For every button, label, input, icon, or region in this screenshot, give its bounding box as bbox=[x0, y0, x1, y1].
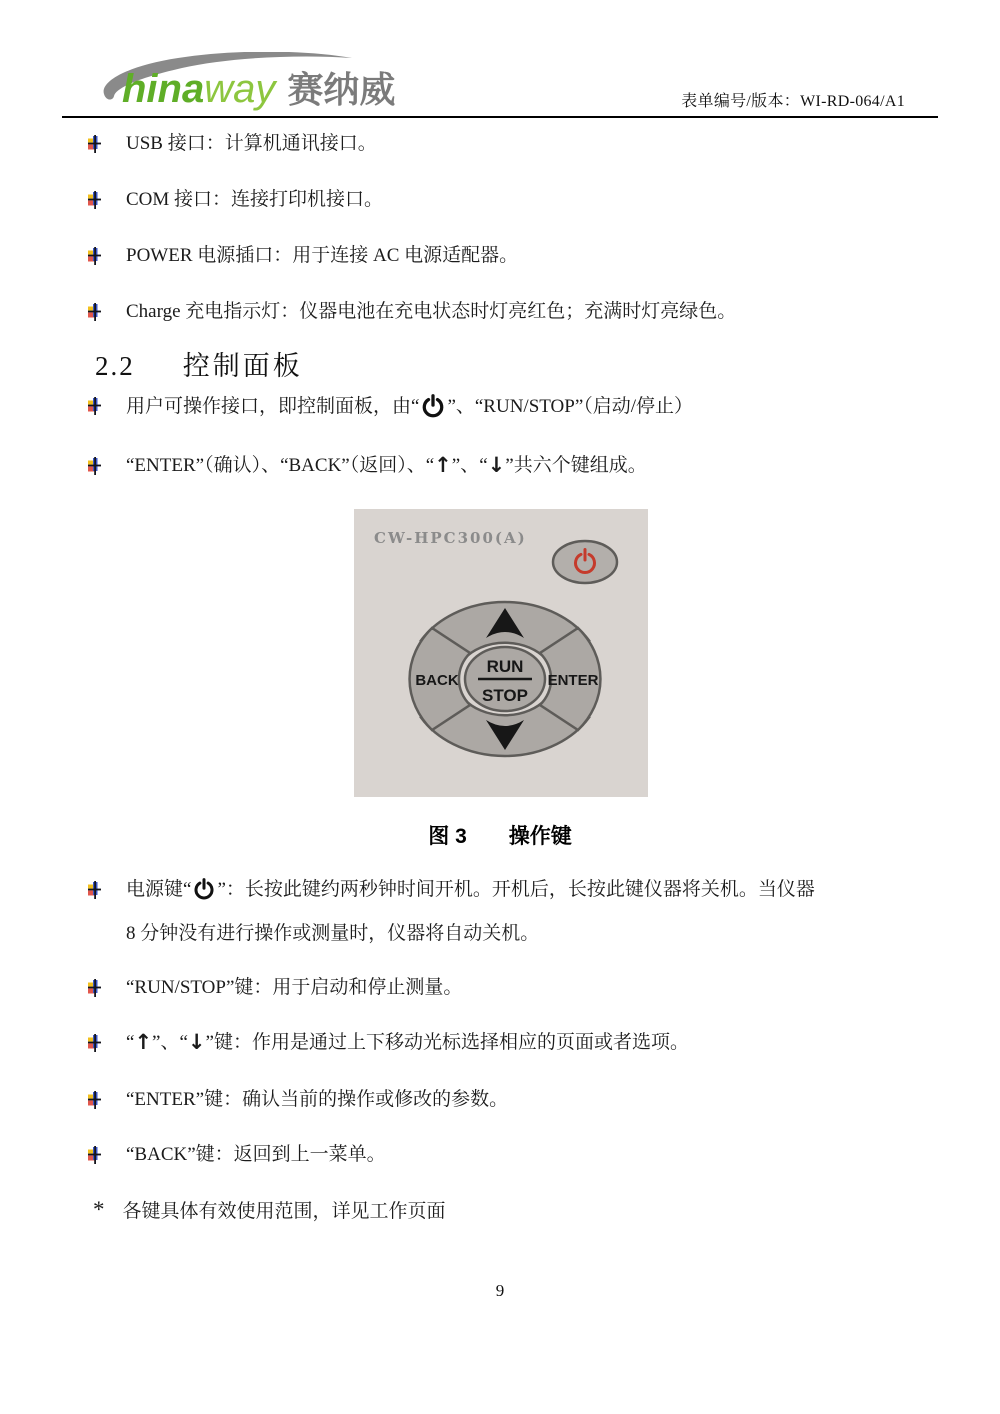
bullet-intro-2-text bbox=[126, 454, 647, 477]
bullet-intro-2 bbox=[88, 454, 647, 477]
bullet-updown-key bbox=[88, 1031, 689, 1054]
stop-label: STOP bbox=[482, 686, 528, 705]
updown-s3: ”键：作用是通过上下移动光标选择相应的页面或者选项。 bbox=[205, 1032, 689, 1053]
bullet-charge bbox=[88, 301, 736, 323]
bullet-charge-text: Charge 充电指示灯：仪器电池在充电状态时灯亮红色；充满时灯亮绿色。 bbox=[126, 301, 737, 322]
power-key-line2: 8 分钟没有进行操作或测量时，仪器将自动关机。 bbox=[126, 923, 540, 944]
bullet-icon bbox=[88, 1146, 102, 1164]
intro-2-s3: ”共六个键组成。 bbox=[505, 455, 647, 476]
chinaway-logo bbox=[86, 52, 416, 116]
bullet-back-key bbox=[88, 1144, 386, 1166]
bullet-icon bbox=[88, 1091, 102, 1109]
bullet-icon bbox=[88, 397, 102, 415]
bullet-power-key bbox=[88, 868, 815, 956]
bullet-icon bbox=[88, 303, 102, 321]
figure-caption-title: 操作键 bbox=[508, 825, 572, 848]
bullet-com-text: COM 接口：连接打印机接口。 bbox=[126, 189, 384, 210]
bullet-com bbox=[88, 189, 383, 211]
up-arrow-icon: ↑ bbox=[434, 453, 452, 477]
power-key-s1: 电源键“ bbox=[126, 879, 192, 900]
asterisk-icon: * bbox=[93, 1196, 105, 1222]
bullet-icon bbox=[88, 979, 102, 997]
bullet-updown-key-text bbox=[126, 1031, 689, 1054]
bullet-power-socket bbox=[88, 245, 518, 267]
doc-number: 表单编号/版本：WI-RD-064/A1 bbox=[681, 93, 905, 110]
footnote-text: 各键具体有效使用范围，详见工作页面 bbox=[122, 1201, 446, 1222]
logo-text-hina: hina bbox=[122, 67, 205, 111]
footnote bbox=[93, 1196, 446, 1223]
back-label: BACK bbox=[415, 672, 459, 689]
bullet-icon bbox=[88, 1034, 102, 1052]
logo-text-way: way bbox=[204, 67, 276, 111]
bullet-power-key-text bbox=[126, 868, 815, 956]
bullet-icon bbox=[88, 135, 102, 153]
down-arrow-icon: ↓ bbox=[187, 1030, 206, 1054]
down-arrow-icon: ↓ bbox=[487, 453, 506, 477]
intro-2-s1: “ENTER”（确认）、“BACK”（返回）、“ bbox=[126, 455, 435, 476]
page-number: 9 bbox=[495, 1281, 505, 1300]
panel-model-label: CW-HPC300(A) bbox=[374, 529, 527, 547]
power-icon bbox=[193, 878, 215, 900]
intro-1-pre: 用户可操作接口，即控制面板，由“ bbox=[126, 396, 420, 417]
bullet-usb bbox=[88, 133, 377, 155]
bullet-intro-1 bbox=[88, 394, 693, 418]
bullet-icon bbox=[88, 457, 102, 475]
bullet-back-key-text: “BACK”键：返回到上一菜单。 bbox=[126, 1144, 386, 1165]
bullet-intro-1-text bbox=[126, 394, 693, 418]
enter-label: ENTER bbox=[547, 672, 599, 689]
control-panel-figure bbox=[354, 509, 648, 797]
bullet-icon bbox=[88, 191, 102, 209]
figure-caption-number: 图 3 bbox=[428, 825, 467, 848]
power-key-line1: ”：长按此键约两秒钟时间开机。开机后，长按此键仪器将关机。当仪器 bbox=[217, 879, 815, 900]
figure-caption bbox=[0, 820, 1000, 850]
panel-power-button bbox=[553, 541, 617, 583]
bullet-enter-key bbox=[88, 1089, 508, 1111]
header-rule bbox=[62, 116, 938, 118]
bullet-usb-text: USB 接口：计算机通讯接口。 bbox=[126, 133, 377, 154]
intro-1-post: ”、“RUN/STOP”（启动/停止） bbox=[447, 396, 694, 417]
updown-s1: “ bbox=[126, 1032, 135, 1053]
power-icon bbox=[421, 394, 445, 418]
bullet-power-socket-text: POWER 电源插口：用于连接 AC 电源适配器。 bbox=[126, 245, 519, 266]
section-title: 控制面板 bbox=[182, 351, 303, 381]
bullet-icon bbox=[88, 247, 102, 265]
chinaway-logo-graphic bbox=[86, 52, 416, 116]
section-number: 2.2 bbox=[95, 351, 135, 381]
up-arrow-icon: ↑ bbox=[134, 1030, 153, 1054]
intro-2-s2: ”、“ bbox=[451, 455, 488, 476]
bullet-runstop-key bbox=[88, 977, 462, 999]
updown-s2: ”、“ bbox=[152, 1032, 188, 1053]
bullet-enter-key-text: “ENTER”键：确认当前的操作或修改的参数。 bbox=[126, 1089, 509, 1110]
bullet-icon bbox=[88, 881, 102, 899]
logo-text-cn: 赛纳威 bbox=[287, 69, 396, 110]
bullet-runstop-key-text: “RUN/STOP”键：用于启动和停止测量。 bbox=[126, 977, 463, 998]
section-heading bbox=[95, 350, 303, 382]
svg-text:hinaway赛纳威 bbox=[122, 67, 395, 111]
run-label: RUN bbox=[486, 657, 524, 676]
